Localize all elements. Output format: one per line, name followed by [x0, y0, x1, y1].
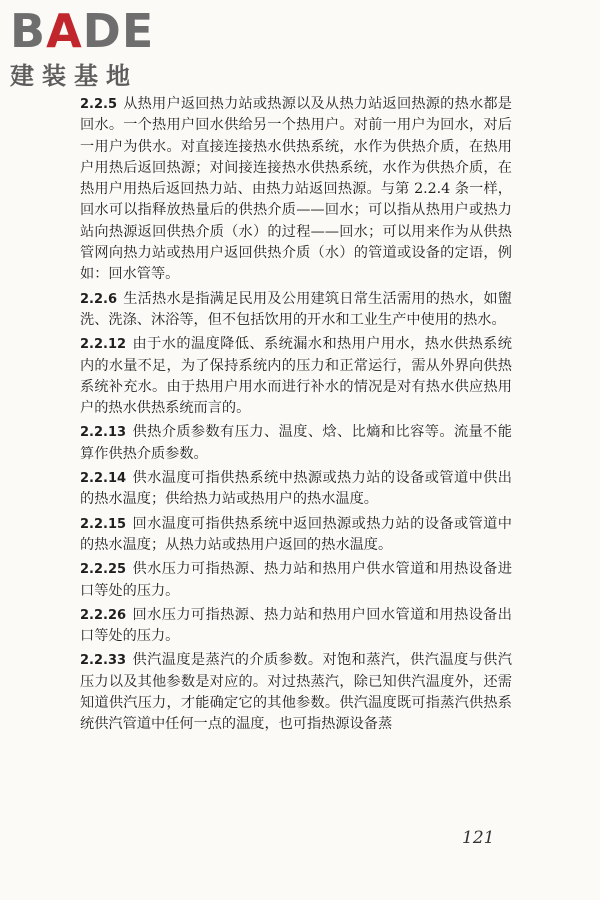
document-body: [80, 94, 512, 739]
clause-number: 2.2.12: [80, 337, 127, 353]
paragraph-text: 供水压力可指热源、热力站和热用户供水管道和用热设备进口等处的压力。: [80, 561, 512, 599]
paragraph-text: 供水温度可指供热系统中热源或热力站的设备或管道中供出的热水温度；供给热力站或热用户的热水温度。: [80, 470, 512, 508]
paragraph: [80, 559, 512, 602]
paragraph-text: 供汽温度是蒸汽的介质参数。对饱和蒸汽，供汽温度与供汽压力以及其他参数是对应的。对过热蒸汽，除已知供汽温度外，还需知道供汽压力，才能确定它的其他参数。供汽温度既可指蒸汽供热系统供汽管道中任何一点的温度，也可指热源设备蒸: [80, 652, 512, 733]
logo: [10, 6, 180, 96]
paragraph: [80, 650, 512, 735]
paragraph: [80, 514, 512, 557]
paragraph: [80, 94, 512, 286]
paragraph-text: 从热用户返回热力站或热源以及从热力站返回热源的热水都是回水。一个热用户回水供给另一个热用户。对前一用户为回水，对后一用户为供水。对直接连接热水供热系统，水作为供热介质，在热用户用热后返回热源；对间接连接热水供热系统，水作为供热介质，在热用户用热后返回热力站、由热力站返回热源。与第 2.2.4 条一样，回水可以指释放热量后的供热介质——回水；可以指从热用户或热力站向热源返回供热介质（水）的过程——回水；可以用来作为从供热管网向热力站或热用户返回供热介质（水）的管道或设备的定语，例如：回水管等。: [80, 96, 512, 283]
paragraph: [80, 334, 512, 419]
paragraph-text: 生活热水是指满足民用及公用建筑日常生活需用的热水，如盥洗、洗涤、沐浴等，但不包括饮用的开水和工业生产中使用的热水。: [80, 290, 512, 328]
clause-number: 2.2.26: [80, 607, 127, 623]
clause-number: 2.2.13: [80, 425, 127, 441]
paragraph-text: 由于水的温度降低、系统漏水和热用户用水，热水供热系统内的水量不足，为了保持系统内的压力和正常运行，需从外界向供热系统补充水。由于热用户用水而进行补水的情况是对有热水供应热用户的热水供热系统而言的。: [80, 336, 512, 417]
clause-number: 2.2.15: [80, 516, 127, 532]
paragraph: [80, 422, 512, 465]
paragraph-text: 回水温度可指供热系统中返回热源或热力站的设备或管道中的热水温度；从热力站或热用户返回的热水温度。: [80, 515, 512, 553]
paragraph: [80, 605, 512, 648]
paragraph: [80, 289, 512, 332]
clause-number: 2.2.6: [80, 291, 118, 307]
clause-number: 2.2.25: [80, 562, 127, 578]
page-number: 121: [462, 828, 495, 848]
paragraph: [80, 468, 512, 511]
clause-number: 2.2.33: [80, 653, 127, 669]
logo-subtitle: 建装基地: [10, 62, 138, 90]
paragraph-text: 回水压力可指热源、热力站和热用户回水管道和用热设备出口等处的压力。: [80, 606, 512, 645]
clause-number: 2.2.5: [80, 97, 118, 112]
clause-number: 2.2.14: [80, 471, 127, 487]
paragraph-text: 供热介质参数有压力、温度、焓、比熵和比容等。流量不能算作供热介质参数。: [80, 424, 512, 462]
logo-wordmark: BADE: [10, 4, 155, 58]
